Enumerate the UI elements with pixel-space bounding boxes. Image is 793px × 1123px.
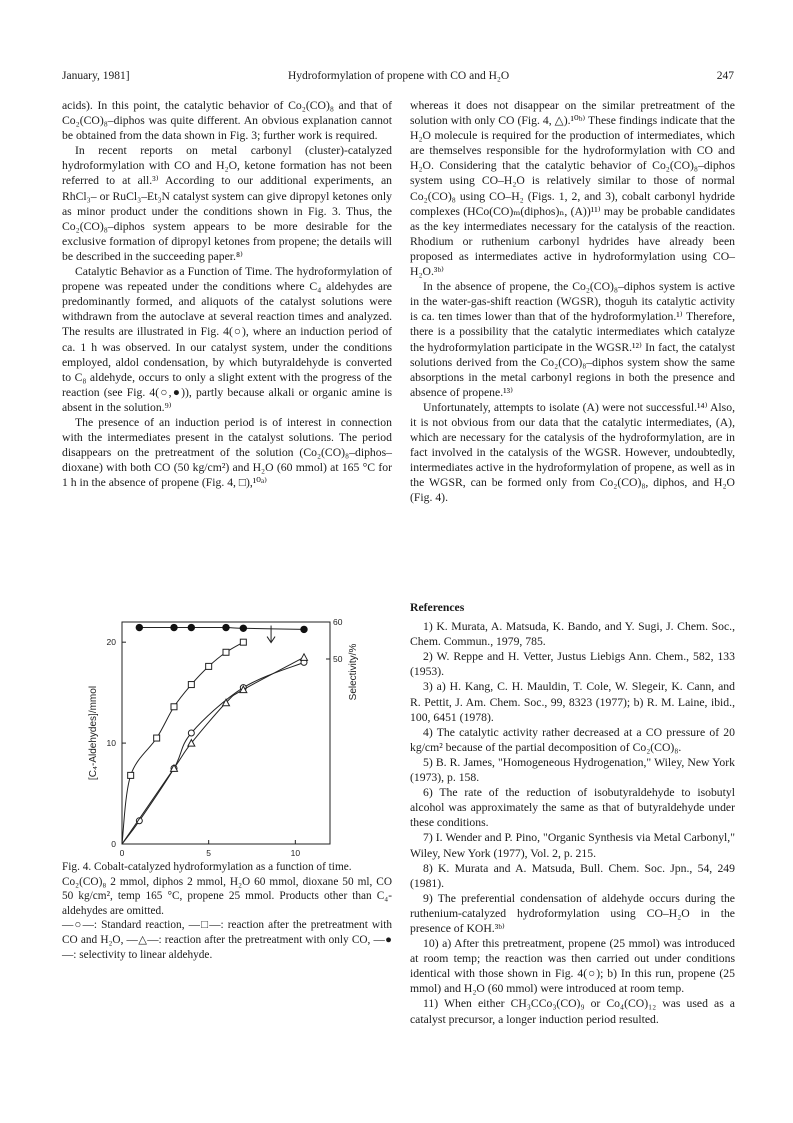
data-point-filled-circle: [171, 624, 177, 630]
reference-item: 1) K. Murata, A. Matsuda, K. Bando, and Y. Sugi, J. Chem. Soc., Chem. Commun., 1979, 785.: [410, 620, 735, 649]
reference-item: 4) The catalytic activity rather decreased at a CO pressure of 20 kg/cm² because of the partial decomposition of Co₂(CO)₈.: [410, 725, 735, 754]
caption-legend: —○—: Standard reaction, —□—: reaction after the pretreatment with CO and H₂O, —△—: reaction after the pretreatment with only CO, —●—: selectivity to linear aldehyde.: [62, 919, 392, 961]
header-title: Hydroformylation of propene with CO and H₂O: [288, 70, 510, 82]
data-point-square: [128, 772, 134, 778]
data-point-filled-circle: [240, 625, 246, 631]
reference-item: 7) I. Wender and P. Pino, "Organic Synthesis via Metal Carbonyl," Wiley, New York (1977), Vol. 2, p. 215.: [410, 831, 735, 860]
reference-item: 10) a) After this pretreatment, propene (25 mmol) was introduced at room temp; the reaction was then carried out under conditions identical with those shown in Fig. 4(○); b) In this run, propene (25 mmol) and H₂O (60 mmol) were introduced at room temp.: [410, 937, 735, 996]
y-tick-label: 10: [106, 738, 116, 749]
y-axis-label: [C₄-Aldehydes]/mmol: [88, 685, 99, 781]
series-line-square-open: [122, 642, 243, 844]
data-point-filled-circle: [223, 624, 229, 630]
caption-conditions: Co₂(CO)₈ 2 mmol, diphos 2 mmol, H₂O 60 mmol, dioxane 50 ml, CO 50 kg/cm², temp 165 °C, propene 25 mmol. Products other than C₄-aldehydes are omitted.: [62, 875, 392, 917]
data-point-square: [171, 704, 177, 710]
paragraph: acids). In this point, the catalytic behavior of Co₂(CO)₈ and that of Co₂(CO)₈–diphos was quite different. An obvious explanation cannot be obtained from the data shown in Fig. 3; further work is required.: [62, 99, 392, 143]
y-tick-label: 0: [111, 839, 116, 849]
x-tick-label: 10: [290, 848, 301, 858]
data-point-filled-circle: [301, 626, 307, 632]
data-point-square: [206, 663, 212, 669]
y2-tick-label: 50: [333, 654, 343, 664]
data-point-square: [154, 735, 160, 741]
reference-item: 11) When either CH₃CCo₃(CO)₉ or Co₄(CO)₁₂ was used as a catalyst precursor, a longer induction period resulted.: [410, 997, 735, 1026]
chart: [62, 612, 402, 862]
data-point-filled-circle: [188, 624, 194, 630]
x-tick-label: 5: [206, 848, 212, 858]
paragraph: In recent reports on metal carbonyl (cluster)-catalyzed hydroformylation with CO and H₂O, ketone formation has not been referred to at all.³⁾ According to our additional experiments, an RhCl₃– or RuCl₃–Et₃N catalyst system can give dipropyl ketones only as minor product under the conditions shown in Fig. 3. Thus, the Co₂(CO)₈–diphos system appears to be more desirable for the exclusive formation of dipropyl ketones from propene; the details will be described in the succeeding paper.⁸⁾: [62, 144, 392, 263]
reference-item: 3) a) H. Kang, C. H. Mauldin, T. Cole, W. Slegeir, K. Cann, and R. Pettit, J. Am. Chem. Soc., 99, 8323 (1977); b) R. M. Laine, ibid., 100, 6451 (1978).: [410, 680, 735, 724]
series-line-circle-open: [122, 662, 304, 844]
figure-4: [62, 612, 402, 862]
page-number: 247: [716, 70, 734, 82]
reference-item: 2) W. Reppe and H. Vetter, Justus Liebigs Ann. Chem., 582, 133 (1953).: [410, 650, 735, 679]
data-point-circle: [188, 730, 194, 736]
figure-caption: [62, 860, 392, 962]
left-column: [62, 98, 392, 490]
data-point-filled-circle: [136, 624, 142, 630]
right-column: [410, 98, 735, 506]
y-tick-label: 20: [106, 637, 116, 648]
data-point-square: [240, 639, 246, 645]
reference-item: 8) K. Murata and A. Matsuda, Bull. Chem. Soc. Jpn., 54, 249 (1981).: [410, 861, 735, 890]
paragraph: whereas it does not disappear on the similar pretreatment of the solution with only CO (Fig. 4, △).¹⁰ᵇ⁾ These findings indicate that the H₂O molecule is required for the production of intermediates, which are themselves responsible for the hydroformylation with CO and H₂O. Considering that the catalytic behavior of Co₂(CO)₈–diphos system using CO–H₂O is relatively similar to those of normal Co₂(CO)₈ using CO–H₂ (Figs. 1, 2, and 3), cobalt carbonyl hydride complexes (HCo(CO)ₘ(diphos)ₙ, (A))¹¹⁾ may be probable candidates as the key intermediates necessary for the catalysis of the reaction. Rhodium or ruthenium carbonyl hydrides have already been proposed as intermediates active in hydroformylation using CO–H₂O.³ᵇ⁾: [410, 99, 735, 279]
y2-axis-label: Selectivity/%: [348, 643, 359, 701]
paragraph: The presence of an induction period is of interest in connection with the intermediates present in the catalyst solutions. The period disappears on the pretreatment of the solution (Co₂(CO)₈–diphos–dioxane) with both CO (50 kg/cm²) and H₂O (60 mmol) at 165 °C for 1 h in the absence of propene (Fig. 4, □),¹⁰ᵃ⁾: [62, 415, 392, 490]
running-header: [62, 70, 734, 86]
references-title: References: [410, 601, 465, 614]
y2-tick-label: 60: [333, 617, 343, 627]
paragraph: In the absence of propene, the Co₂(CO)₈–diphos system is active in the water-gas-shift reaction (WGSR), thoguh its catalytic activity is ca. ten times lower than that of the hydroformylation.¹⁾ Therefore, there is a possibility that the catalytic intermediates which catalyze the hydroformylation participate in the WGSR.¹²⁾ In fact, the catalyst solutions derived from the Co₂(CO)₈–diphos system show the same absorptions in the metal carbonyl regions in both the presence and absence of propene.¹³⁾: [410, 280, 735, 399]
data-point-triangle: [301, 654, 308, 661]
references-section: [410, 600, 735, 1027]
paragraph: Unfortunately, attempts to isolate (A) were not successful.¹⁴⁾ Also, it is not obvious from our data that the catalytic intermediates, (A), which are necessary for the catalysis of the hydroformylation, are in fact involved in the catalysis of the WGSR. However, undoubtedly, intermediates active in the hydroformylation of propene, as well as in the WGSR, can be formed only from Co₂(CO)₈, diphos, and H₂O (Fig. 4).: [410, 400, 735, 505]
reference-item: 5) B. R. James, "Homogeneous Hydrogenation," Wiley, New York (1973), p. 158.: [410, 755, 735, 785]
series-line-circle-filled: [139, 627, 304, 629]
data-point-square: [188, 682, 194, 688]
reference-item: 9) The preferential condensation of aldehyde occurs during the ruthenium-catalyzed hydroformylation using CO–H₂O in the presence of KOH.³ᵇ⁾: [410, 891, 735, 935]
x-tick-label: 0: [119, 848, 125, 858]
caption-title: Fig. 4. Cobalt-catalyzed hydroformylation as a function of time.: [62, 861, 352, 873]
reference-item: 6) The rate of the reduction of isobutyraldehyde to isobutyl alcohol was approximately the same as that of butyraldehyde under these conditions.: [410, 786, 735, 830]
series-line-triangle-open: [122, 657, 304, 844]
header-date: January, 1981]: [62, 70, 130, 82]
data-point-square: [223, 649, 229, 655]
paragraph: Catalytic Behavior as a Function of Time. The hydroformylation of propene was repeated under the conditions where C₄ aldehydes are predominantly formed, and aliquots of the catalyst solutions were withdrawn from the autoclave at several reaction times and analyzed. The results are illustrated in Fig. 4(○), where an induction period of ca. 1 h was observed. In our catalyst system, under the conditions employed, aldol condensation, by which butyraldehyde is converted to C₈ aldehyde, occurs to only a slight extent with the progress of the reaction (see Fig. 4(○,●)), partly because alkali or organic amine is absent in the solution.⁹⁾: [62, 265, 392, 414]
